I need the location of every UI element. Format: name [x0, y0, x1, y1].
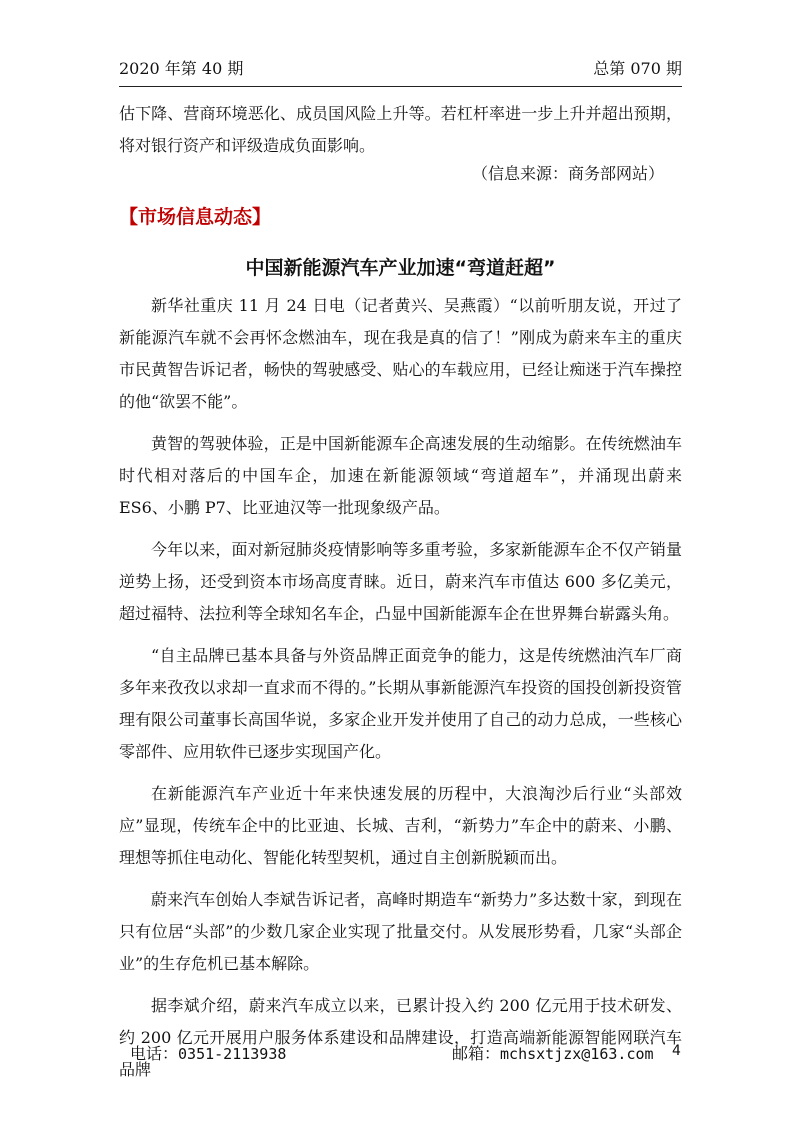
page-number: 4 — [672, 1043, 681, 1059]
footer-phone — [130, 1043, 286, 1065]
article-body — [119, 290, 682, 1086]
previous-article-tail — [119, 98, 682, 162]
issue-number: 2020 年第 40 期 — [119, 59, 244, 78]
email-address: mchsxtjzx@163.com — [500, 1045, 654, 1063]
paragraph: 蔚来汽车创始人李斌告诉记者，高峰时期造车“新势力”多达数十家，到现在只有位居“头部”的少数几家企业实现了批量交付。从发展形势看，几家“头部企业”的生存危机已基本解除。 — [119, 890, 682, 973]
paragraph: 黄智的驾驶体验，正是中国新能源车企高速发展的生动缩影。在传统燃油车时代相对落后的中国车企，加速在新能源领域“弯道超车”，并涌现出蔚来 ES6、小鹏 P7、比亚迪汉等一批现象级产品。 — [119, 434, 682, 517]
email-label: 邮箱： — [452, 1044, 501, 1063]
phone-number: 0351-2113938 — [178, 1045, 287, 1063]
footer-email — [452, 1043, 654, 1065]
section-title: 【市场信息动态】 — [119, 206, 272, 228]
paragraph: 估下降、营商环境恶化、成员国风险上升等。若杠杆率进一步上升并超出预期，将对银行资产和评级造成负面影响。 — [119, 104, 682, 155]
phone-label: 电话： — [130, 1044, 179, 1063]
paragraph: “自主品牌已基本具备与外资品牌正面竞争的能力，这是传统燃油汽车厂商多年来孜孜以求却一直求而不得的。”长期从事新能源汽车投资的国投创新投资管理有限公司董事长高国华说，多家企业开发并使用了自己的动力总成，一些核心零部件、应用软件已逐步实现国产化。 — [119, 646, 682, 761]
paragraph: 在新能源汽车产业近十年来快速发展的历程中，大浪淘沙后行业“头部效应”显现，传统车企中的比亚迪、长城、吉利，“新势力”车企中的蔚来、小鹏、理想等抓住电动化、智能化转型契机，通过自主创新脱颖而出。 — [119, 784, 682, 867]
info-source: （信息来源：商务部网站） — [471, 164, 664, 183]
total-issue-number: 总第 070 期 — [593, 59, 682, 78]
page-header — [119, 58, 682, 85]
paragraph: 新华社重庆 11 月 24 日电（记者黄兴、吴燕霞）“以前听朋友说，开过了新能源汽车就不会再怀念燃油车，现在我是真的信了！”刚成为蔚来车主的重庆市民黄智告诉记者，畅快的驾驶感受、贴心的车载应用，已经让痴迷于汽车操控的他“欲罢不能”。 — [119, 296, 682, 411]
paragraph: 据李斌介绍，蔚来汽车成立以来，已累计投入约 200 亿元用于技术研发、约 200 亿元开展用户服务体系建设和品牌建设，打造高端新能源智能网联汽车品牌 — [119, 996, 682, 1079]
paragraph: 今年以来，面对新冠肺炎疫情影响等多重考验，多家新能源车企不仅产销量逆势上扬，还受到资本市场高度青睐。近日，蔚来汽车市值达 600 多亿美元，超过福特、法拉利等全球知名车企，凸显中国新能源车企在世界舞台崭露头角。 — [119, 540, 682, 623]
header-rule — [119, 86, 682, 87]
article-title: 中国新能源汽车产业加速“弯道赶超” — [245, 257, 556, 279]
